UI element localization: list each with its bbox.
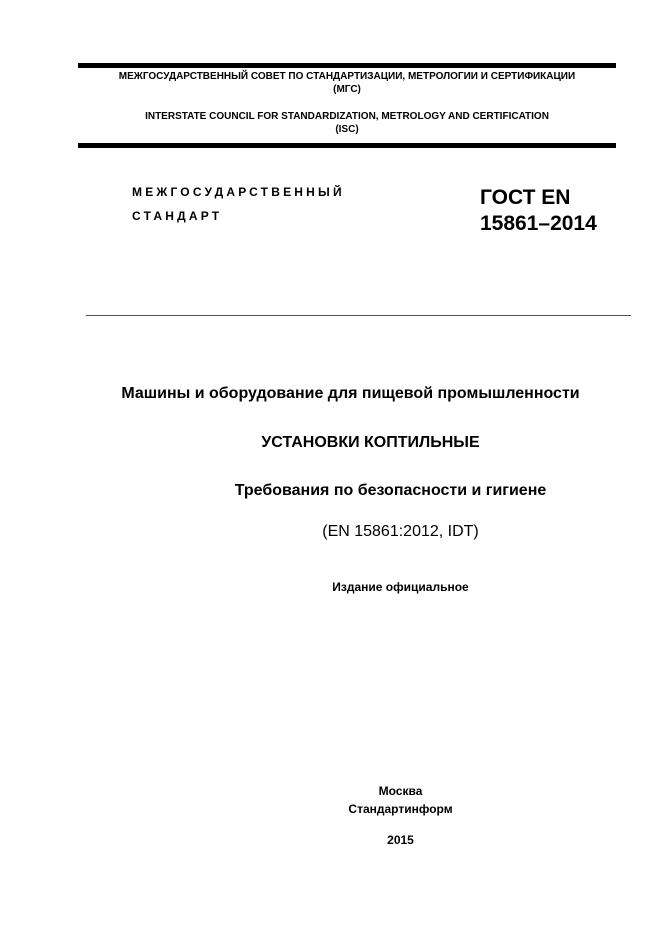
council-ru-line2: (МГС) (333, 84, 361, 95)
imprint-city: Москва (378, 784, 423, 798)
council-ru-line1: МЕЖГОСУДАРСТВЕННЫЙ СОВЕТ ПО СТАНДАРТИЗАЦИИ, МЕТРОЛОГИИ И СЕРТИФИКАЦИИ (118, 71, 576, 82)
council-name-en (78, 110, 616, 136)
top-rule (78, 63, 616, 68)
council-en-line2: (ISC) (335, 124, 359, 135)
imprint-year: 2015 (387, 833, 414, 847)
standard-designation-line1: ГОСТ EN (480, 186, 571, 209)
source-reference: (EN 15861:2012, IDT) (322, 523, 479, 540)
standard-kind-line1: МЕЖГОСУДАРСТВЕННЫЙ (132, 185, 345, 199)
standard-designation-line2: 15861–2014 (480, 212, 597, 235)
document-subject: УСТАНОВКИ КОПТИЛЬНЫЕ (261, 434, 480, 451)
imprint-publisher: Стандартинформ (348, 802, 453, 816)
document-title: Машины и оборудование для пищевой промышленности (121, 385, 580, 402)
header-bottom-rule (78, 143, 616, 148)
council-en-line1: INTERSTATE COUNCIL FOR STANDARDIZATION, METROLOGY AND CERTIFICATION (145, 111, 549, 122)
document-requirements: Требования по безопасности и гигиене (234, 482, 547, 499)
edition-label: Издание официальное (332, 580, 469, 594)
separator-rule (86, 315, 631, 316)
standard-kind-line2: СТАНДАРТ (132, 209, 223, 223)
council-name-ru (78, 70, 616, 96)
